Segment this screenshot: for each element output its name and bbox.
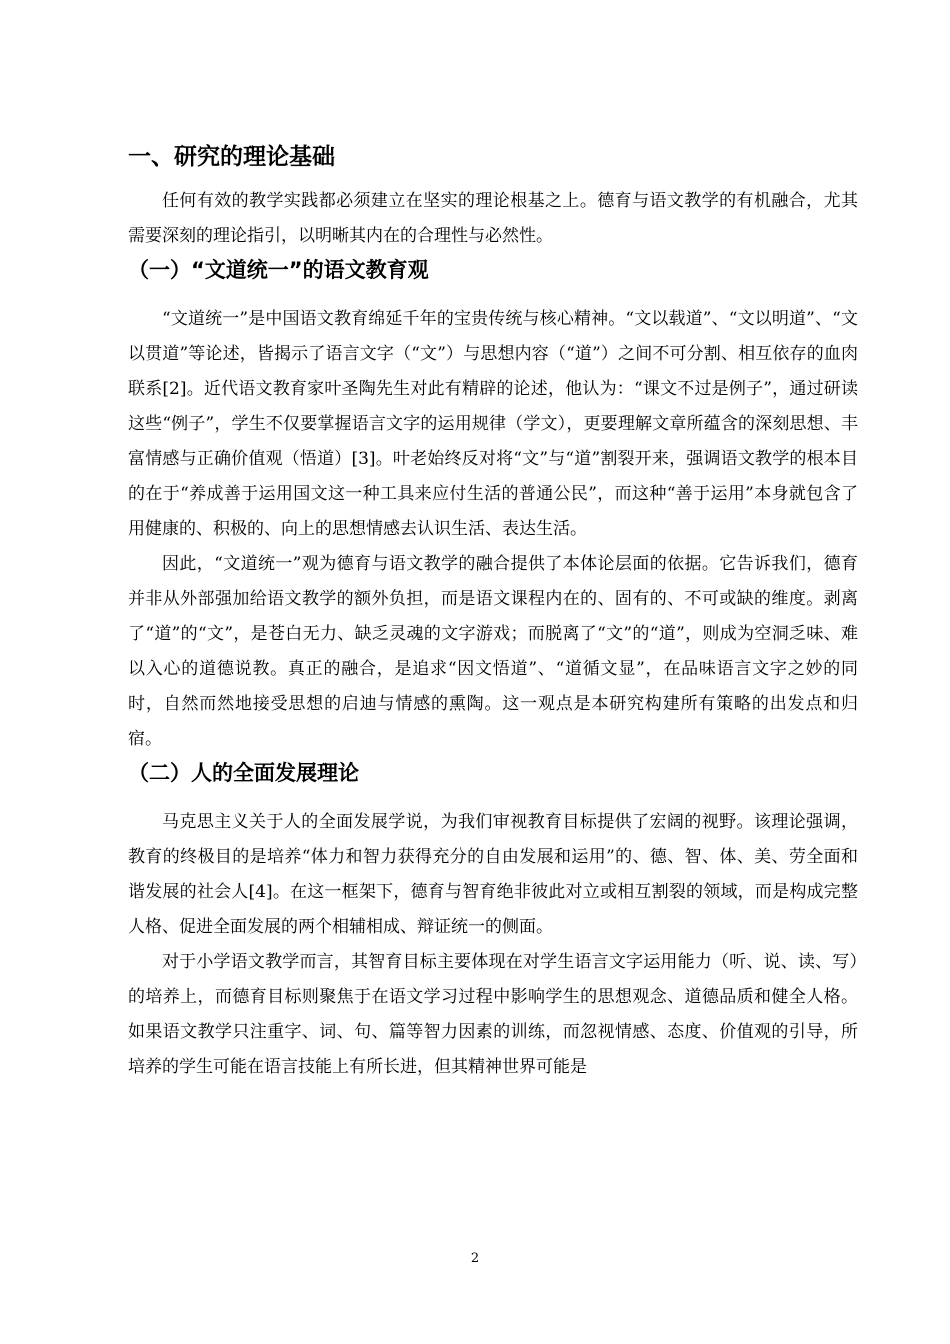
page-number: 2 [470,1251,480,1266]
subsection-1-title: （一）“文道统一”的语文教育观 [128,258,429,282]
section-title: 一、研究的理论基础 [128,144,335,170]
subsection-1-paragraph-1: “文道统一”是中国语文教育绵延千年的宝贵传统与核心精神。“文以载道”、“文以明道”、“文以贯道”等论述，皆揭示了语言文字（“文”）与思想内容（“道”）之间不可分割、相互依存的血肉联系[2]。近代语文教育家叶圣陶先生对此有精辟的论述，他认为：“课文不过是例子”，通过研读这些“例子”，学生不仅要掌握语言文字的运用规律（学文），更要理解文章所蕴含的深刻思想、丰富情感与正确价值观（悟道）[3]。叶老始终反对将“文”与“道”割裂开来，强调语文教学的根本目的在于“养成善于运用国文这一种工具来应付生活的普通公民”，而这种“善于运用”本身就包含了用健康的、积极的、向上的思想情感去认识生活、表达生活。 [128,309,858,539]
subsection-2-paragraph-2: 对于小学语文教学而言，其智育目标主要体现在对学生语言文字运用能力（听、说、读、写）的培养上，而德育目标则聚焦于在语文学习过程中影响学生的思想观念、道德品质和健全人格。如果语文教学只注重字、词、句、篇等智力因素的训练，而忽视情感、态度、价值观的引导，所培养的学生可能在语言技能上有所长进，但其精神世界可能是 [128,952,858,1077]
subsection-2-title: （二）人的全面发展理论 [128,761,359,785]
subsection-1-paragraph-2: 因此，“文道统一”观为德育与语文教学的融合提供了本体论层面的依据。它告诉我们，德育并非从外部强加给语文教学的额外负担，而是语文课程内在的、固有的、不可或缺的维度。剥离了“道”的“文”，是苍白无力、缺乏灵魂的文字游戏；而脱离了“文”的“道”，则成为空洞乏味、难以入心的道德说教。真正的融合，是追求“因文悟道”、“道循文显”，在品味语言文字之妙的同时，自然而然地接受思想的启迪与情感的熏陶。这一观点是本研究构建所有策略的出发点和归宿。 [128,554,858,749]
section-intro-paragraph: 任何有效的教学实践都必须建立在坚实的理论根基之上。德育与语文教学的有机融合，尤其需要深刻的理论指引，以明晰其内在的合理性与必然性。 [128,191,858,246]
subsection-2-paragraph-1: 马克思主义关于人的全面发展学说，为我们审视教育目标提供了宏阔的视野。该理论强调，教育的终极目的是培养“体力和智力获得充分的自由发展和运用”的、德、智、体、美、劳全面和谐发展的社会人[4]。在这一框架下，德育与智育绝非彼此对立或相互割裂的领域，而是构成完整人格、促进全面发展的两个相辅相成、辩证统一的侧面。 [128,812,858,937]
page-content [128,140,858,1085]
